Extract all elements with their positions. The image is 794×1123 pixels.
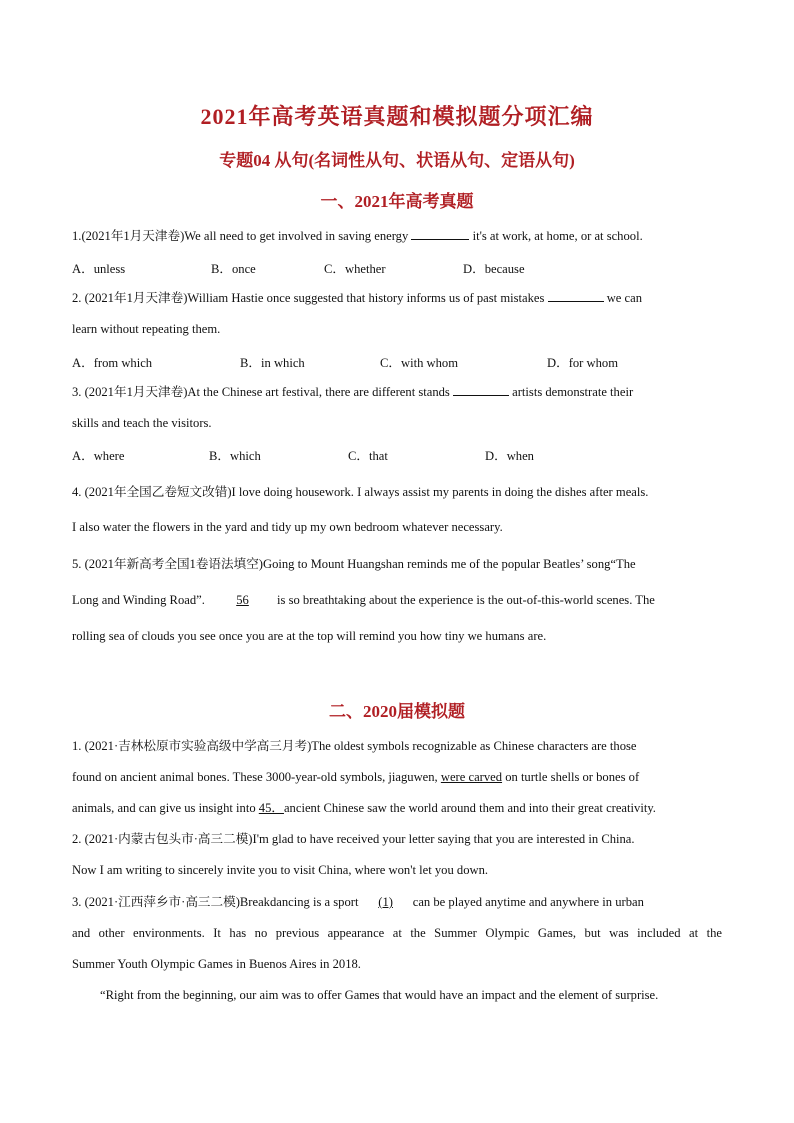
answer-blank-56: 56 (236, 593, 249, 607)
s1-q2-text-b: we can (603, 291, 643, 305)
s2-q3-line2: and other environments. It has no previous appearance at the Summer Olympic Games, but was included at the (72, 926, 722, 940)
s1-q1-options (72, 258, 722, 276)
s1-q3-options (72, 445, 722, 463)
document-subtitle: 专题04 从句(名词性从句、状语从句、定语从句) (219, 151, 575, 170)
option-b: B．which (209, 449, 261, 463)
s2-q1-text-c: animals, and can give us insight into (72, 801, 259, 815)
answer-blank (411, 227, 469, 240)
s2-q3-text-b: can be played anytime and anywhere in urban (409, 895, 644, 909)
answer-blank (453, 383, 509, 396)
s2-q1-text-d: ancient Chinese saw the world around them and into their great creativity. (283, 801, 656, 815)
s2-q3-line3: Summer Youth Olympic Games in Buenos Aires in 2018. (72, 957, 361, 971)
s2-q1-line1: 1. (2021·吉林松原市实验高级中学高三月考)The oldest symbols recognizable as Chinese characters are those (72, 739, 637, 753)
answer-blank-1: (1) (378, 895, 393, 909)
s2-q3-text-a: 3. (2021·江西萍乡市·高三二模)Breakdancing is a sport (72, 895, 362, 909)
s1-q2-text-a: 2. (2021年1月天津卷)William Hastie once suggested that history informs us of past mistakes (72, 291, 548, 305)
s2-q1-text-a: found on ancient animal bones. These 3000-year-old symbols, jiaguwen, (72, 770, 441, 784)
option-c: C．that (348, 449, 388, 463)
s2-q2-line2: Now I am writing to sincerely invite you to visit China, where won't let you down. (72, 863, 489, 877)
option-c: C．with whom (380, 356, 459, 370)
s1-q3-text-b: artists demonstrate their (508, 385, 634, 399)
s1-q5-text-a: Long and Winding Road”. (72, 593, 209, 607)
option-b: B．in which (240, 356, 305, 370)
option-a: A．unless (72, 262, 126, 276)
s2-q3-line1 (72, 893, 722, 911)
answer-blank (548, 289, 604, 302)
s1-q1-stem (72, 227, 722, 245)
s1-q5-line1: 5. (2021年新高考全国1卷语法填空)Going to Mount Huangshan reminds me of the popular Beatles’ song“The (72, 557, 636, 571)
section-heading-exam: 一、2021年高考真题 (320, 192, 474, 211)
s1-q5-line2 (72, 591, 722, 609)
s1-q1-text-b: it's at work, at home, or at school. (469, 229, 643, 243)
s1-q1-text-a: 1.(2021年1月天津卷)We all need to get involved in saving energy (72, 229, 412, 243)
s1-q3-stem-line2: skills and teach the visitors. (72, 416, 212, 430)
s1-q5-text-b: is so breathtaking about the experience is the out-of-this-world scenes. The (277, 593, 655, 607)
option-d: D．for whom (547, 356, 619, 370)
s1-q4-line2: I also water the flowers in the yard and tidy up my own bedroom whatever necessary. (72, 520, 503, 534)
option-b: B．once (211, 262, 256, 276)
document-title: 2021年高考英语真题和模拟题分项汇编 (200, 104, 594, 129)
s1-q4-line1: 4. (2021年全国乙卷短文改错)I love doing housework. I always assist my parents in doing the dishes after meals. (72, 485, 649, 499)
s1-q3-text-a: 3. (2021年1月天津卷)At the Chinese art festival, there are different stands (72, 385, 453, 399)
s1-q2-stem-line1 (72, 289, 722, 307)
s2-q1-line3 (72, 799, 722, 817)
option-a: A．from which (72, 356, 153, 370)
s2-q1-line2 (72, 768, 722, 786)
s1-q2-stem-line2: learn without repeating them. (72, 322, 221, 336)
section-heading-mock: 二、2020届模拟题 (329, 702, 465, 721)
option-d: D．when (485, 449, 534, 463)
answer-blank-45: 45． (258, 801, 284, 815)
s2-q1-text-b: on turtle shells or bones of (502, 770, 640, 784)
option-c: C．whether (324, 262, 386, 276)
option-d: D．because (463, 262, 525, 276)
option-a: A．where (72, 449, 125, 463)
s1-q3-stem-line1 (72, 383, 722, 401)
s2-q2-line1: 2. (2021·内蒙古包头市·高三二模)I'm glad to have received your letter saying that you are interested in China. (72, 832, 635, 846)
s1-q2-options (72, 352, 722, 370)
underlined-phrase: were carved (440, 770, 503, 784)
s2-q3-line4: “Right from the beginning, our aim was to offer Games that would have an impact and the element of surprise. (100, 988, 659, 1002)
s1-q5-line3: rolling sea of clouds you see once you are at the top will remind you how tiny we humans are. (72, 629, 547, 643)
